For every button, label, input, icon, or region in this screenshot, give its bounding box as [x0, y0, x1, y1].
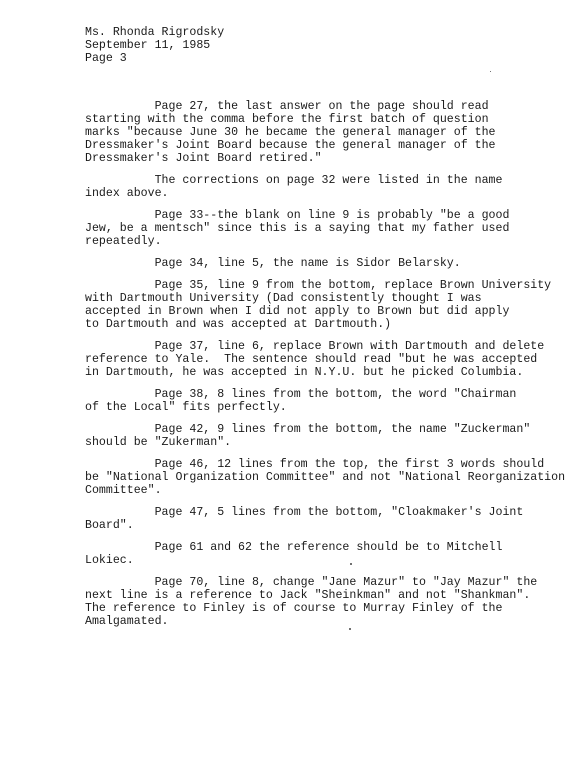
text-line: Page 46, 12 lines from the top, the first 3 words should	[85, 458, 545, 471]
text-line: Page 47, 5 lines from the bottom, "Cloakmaker's Joint	[85, 506, 524, 519]
scan-speck	[349, 628, 351, 630]
text-line: should be "Zukerman".	[85, 436, 232, 449]
text-line: next line is a reference to Jack "Sheinkman" and not "Shankman".	[85, 589, 531, 602]
text-line: Page 61 and 62 the reference should be to Mitchell	[85, 541, 503, 554]
text-line: repeatedly.	[85, 235, 162, 248]
text-line: The reference to Finley is of course to Murray Finley of the	[85, 602, 503, 615]
text-line: Dressmaker's Joint Board retired."	[85, 152, 322, 165]
text-line: Page 33--the blank on line 9 is probably "be a good	[85, 209, 510, 222]
page-number: Page 3	[85, 52, 127, 65]
text-line: in Dartmouth, he was accepted in N.Y.U. but he picked Columbia.	[85, 366, 524, 379]
scan-speck	[490, 71, 491, 72]
text-line: Amalgamated.	[85, 615, 169, 628]
text-line: Lokiec.	[85, 554, 134, 567]
text-line: index above.	[85, 187, 169, 200]
text-line: Page 42, 9 lines from the bottom, the name "Zuckerman"	[85, 423, 531, 436]
text-line: Page 35, line 9 from the bottom, replace Brown University	[85, 279, 552, 292]
text-line: Page 70, line 8, change "Jane Mazur" to "Jay Mazur" the	[85, 576, 538, 589]
text-line: Page 37, line 6, replace Brown with Dartmouth and delete	[85, 340, 545, 353]
text-line: The corrections on page 32 were listed in the name	[85, 174, 503, 187]
text-line: Jew, be a mentsch" since this is a saying that my father used	[85, 222, 510, 235]
letter-date: September 11, 1985	[85, 39, 211, 52]
text-line: to Dartmouth and was accepted at Dartmouth.)	[85, 318, 392, 331]
text-line: Committee".	[85, 484, 162, 497]
text-line: Page 34, line 5, the name is Sidor Belarsky.	[85, 257, 461, 270]
text-line: Board".	[85, 519, 134, 532]
text-line: accepted in Brown when I did not apply to Brown but did apply	[85, 305, 510, 318]
text-line: be "National Organization Committee" and not "National Reorganization	[85, 471, 566, 484]
text-line: Page 38, 8 lines from the bottom, the word "Chairman	[85, 388, 517, 401]
recipient-name: Ms. Rhonda Rigrodsky	[85, 26, 225, 39]
text-line: Dressmaker's Joint Board because the general manager of the	[85, 139, 496, 152]
text-line: reference to Yale. The sentence should read "but he was accepted	[85, 353, 538, 366]
scan-speck	[350, 563, 352, 565]
text-line: of the Local" fits perfectly.	[85, 401, 287, 414]
text-line: with Dartmouth University (Dad consistently thought I was	[85, 292, 482, 305]
text-line: marks "because June 30 he became the general manager of the	[85, 126, 496, 139]
text-line: Page 27, the last answer on the page should read	[85, 100, 489, 113]
text-line: starting with the comma before the first batch of question	[85, 113, 489, 126]
